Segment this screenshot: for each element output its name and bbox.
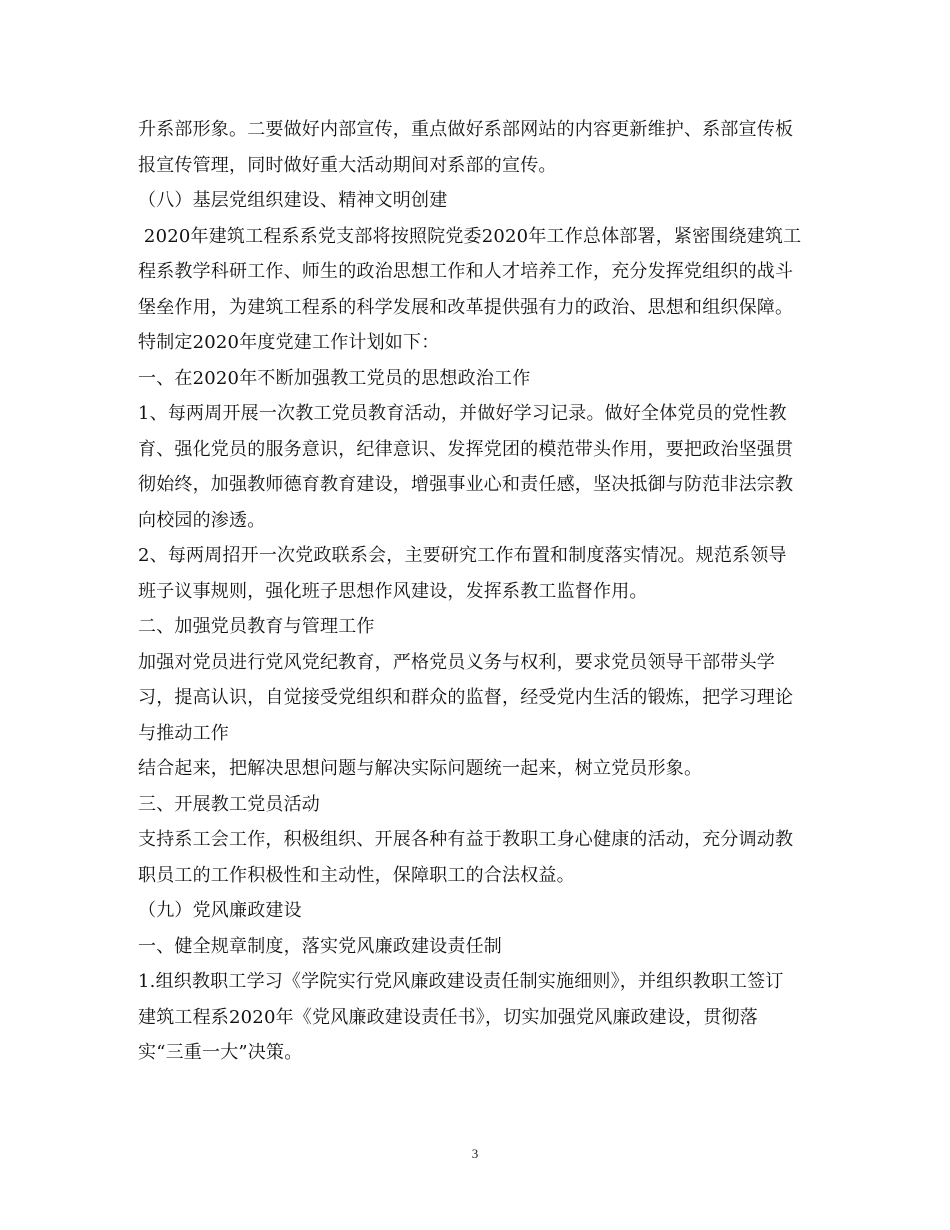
text-line: 报宣传管理，同时做好重大活动期间对系部的宣传。 (138, 154, 557, 176)
section-heading: （九）党风廉政建设 (138, 900, 302, 921)
document-body (138, 112, 818, 1071)
text-line: 向校园的渗透。 (138, 509, 266, 531)
text-line: 支持系工会工作，积极组织、开展各种有益于教职工身心健康的活动，充分调动教 (138, 829, 794, 850)
text-line: 特制定2020年度党建工作计划如下： (138, 332, 440, 353)
text-line: 1、每两周开展一次教工党员教育活动，并做好学习记录。做好全体党员的党性教 (138, 403, 787, 424)
text-line: 结合起来，把解决思想问题与解决实际问题统一起来，树立党员形象。 (138, 758, 703, 779)
text-line: 加强对党员进行党风党纪教育，严格党员义务与权利，要求党员领导干部带头学 (138, 651, 775, 673)
text-line: 育、强化党员的服务意识，纪律意识、发挥党团的模范带头作用，要把政治坚强贯 (138, 438, 794, 460)
text-line: 2020年建筑工程系系党支部将按照院党委2020年工作总体部署，紧密围绕建筑工 (138, 225, 802, 247)
subsection-heading: 一、在2020年不断加强教工党员的思想政治工作 (138, 367, 531, 389)
text-line: 与推动工作 (138, 722, 229, 744)
text-line: 1.组织教职工学习《学院实行党风廉政建设责任制实施细则》，并组织教职工签订 (138, 971, 784, 992)
text-line: 职员工的工作积极性和主动性，保障职工的合法权益。 (138, 864, 575, 886)
text-line: 堡垒作用，为建筑工程系的科学发展和改革提供强有力的政治、思想和组织保障。 (138, 296, 794, 318)
text-line: 建筑工程系2020年《党风廉政建设责任书》，切实加强党风廉政建设，贯彻落 (138, 1006, 759, 1028)
text-line: 班子议事规则，强化班子思想作风建设，发挥系教工监督作用。 (138, 580, 648, 602)
text-line: 彻始终，加强教师德育教育建设，增强事业心和责任感，坚决抵御与防范非法宗教 (138, 474, 794, 495)
text-line: 实“三重一大”决策。 (138, 1042, 303, 1063)
page-number: 3 (471, 1146, 479, 1161)
text-line: 习，提高认识，自觉接受党组织和群众的监督，经受党内生活的锻炼，把学习理论 (138, 687, 794, 708)
subsection-heading: 一、健全规章制度，落实党风廉政建设责任制 (138, 935, 502, 957)
section-heading: （八）基层党组织建设、精神文明创建 (138, 190, 448, 211)
text-line: 升系部形象。二要做好内部宣传，重点做好系部网站的内容更新维护、系部宣传板 (138, 119, 794, 140)
subsection-heading: 三、开展教工党员活动 (138, 793, 320, 815)
text-line: 程系教学科研工作、师生的政治思想工作和人才培养工作，充分发挥党组织的战斗 (138, 261, 794, 282)
subsection-heading: 二、加强党员教育与管理工作 (138, 616, 375, 637)
text-line: 2、每两周招开一次党政联系会，主要研究工作布置和制度落实情况。规范系领导 (138, 545, 787, 566)
